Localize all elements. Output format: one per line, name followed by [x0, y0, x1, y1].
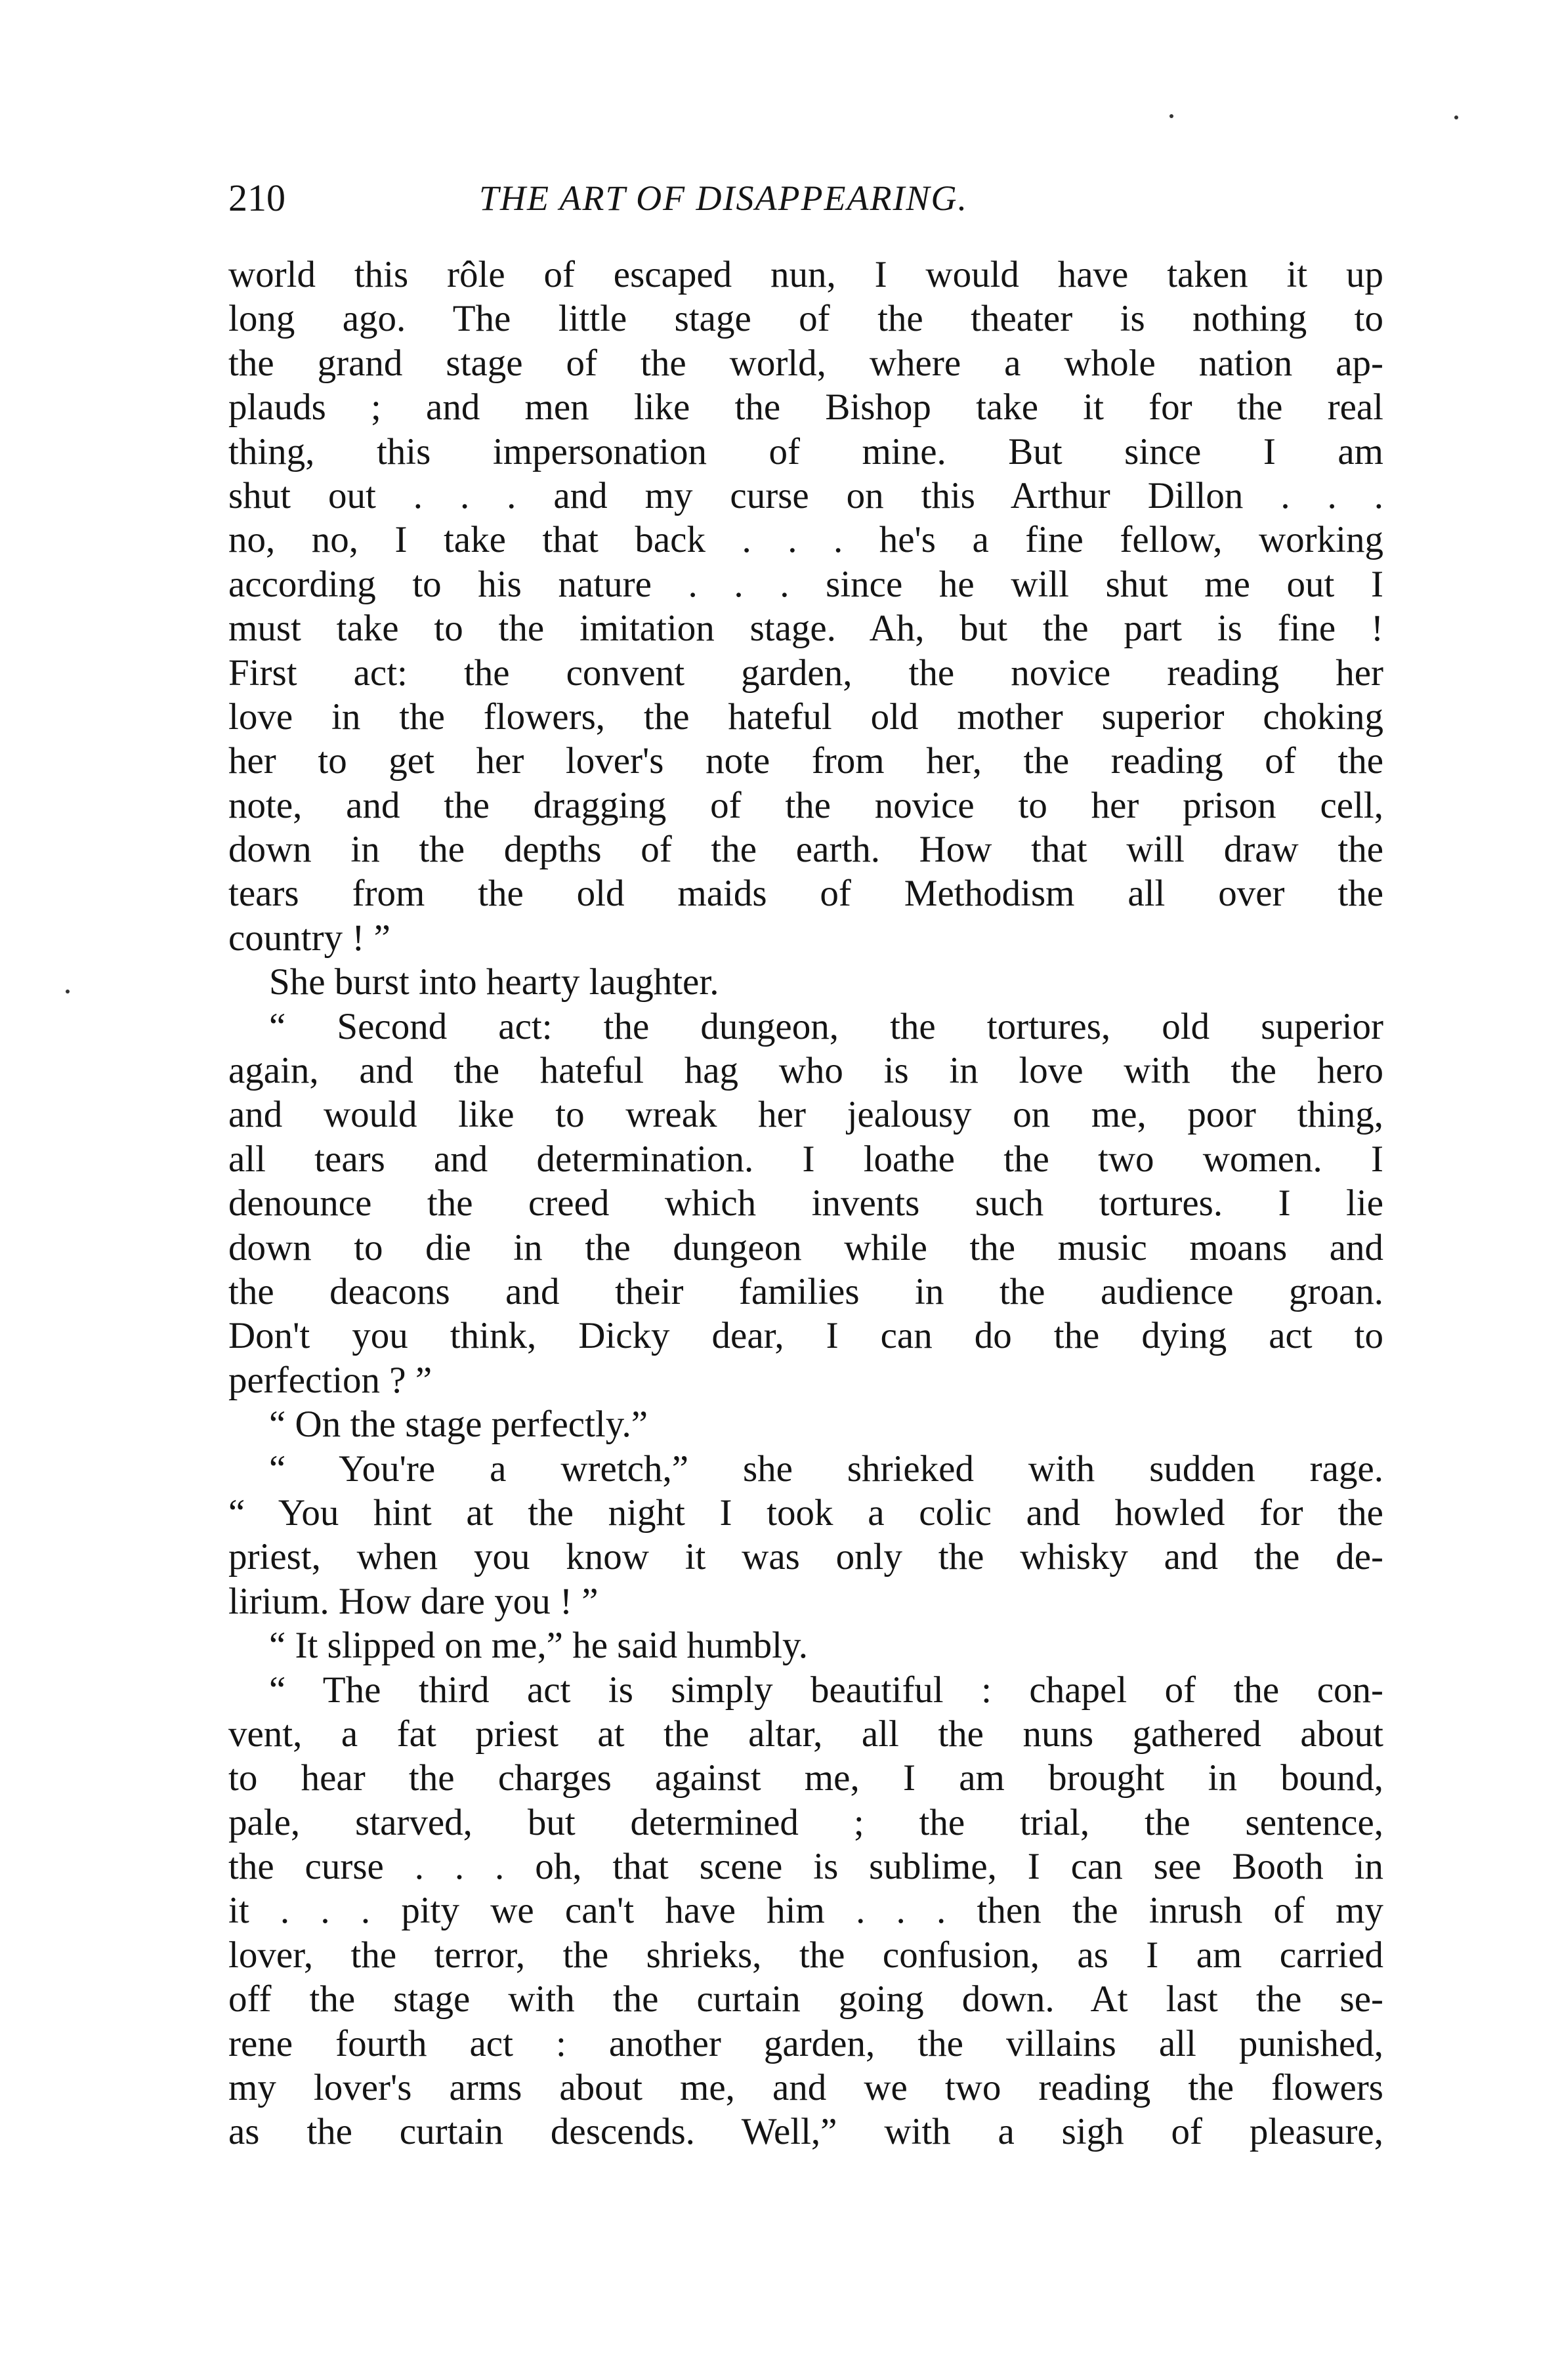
- text-line: all tears and determination. I loathe the two women. I: [228, 1138, 1383, 1180]
- text-line: rene fourth act : another garden, the villains all punished,: [228, 2022, 1383, 2064]
- scan-speck: [1454, 115, 1458, 119]
- text-line: country ! ”: [228, 917, 390, 959]
- text-line: pale, starved, but determined ; the trial, the sentence,: [228, 1801, 1383, 1843]
- text-line: denounce the creed which invents such tortures. I lie: [228, 1182, 1383, 1224]
- text-line: “ The third act is simply beautiful : chapel of the con-: [269, 1669, 1383, 1711]
- page-header: [228, 172, 1383, 224]
- text-line: down to die in the dungeon while the music moans and: [228, 1226, 1383, 1268]
- text-line: her to get her lover's note from her, the reading of the: [228, 740, 1383, 782]
- text-line: “ Second act: the dungeon, the tortures, old superior: [269, 1005, 1383, 1047]
- text-line: lirium. How dare you ! ”: [228, 1580, 599, 1622]
- text-line: again, and the hateful hag who is in love with the hero: [228, 1050, 1383, 1092]
- text-line: priest, when you know it was only the whisky and the de-: [228, 1536, 1383, 1578]
- text-line: vent, a fat priest at the altar, all the nuns gathered about: [228, 1713, 1383, 1755]
- text-line: off the stage with the curtain going down. At last the se-: [228, 1978, 1383, 2020]
- text-line: note, and the dragging of the novice to her prison cell,: [228, 784, 1383, 826]
- text-line: “ You hint at the night I took a colic and howled for the: [228, 1492, 1383, 1534]
- text-line: shut out . . . and my curse on this Arthur Dillon . . .: [228, 474, 1383, 516]
- running-title: THE ART OF DISAPPEARING.: [479, 178, 968, 218]
- text-line: plauds ; and men like the Bishop take it for the real: [228, 386, 1383, 428]
- text-line: my lover's arms about me, and we two reading the flowers: [228, 2067, 1383, 2109]
- text-line: the deacons and their families in the audience groan.: [228, 1270, 1383, 1312]
- text-line: it . . . pity we can't have him . . . then the inrush of my: [228, 1890, 1383, 1932]
- scan-speck: [1169, 114, 1173, 118]
- text-line: First act: the convent garden, the novice reading her: [228, 652, 1383, 694]
- text-line: “ You're a wretch,” she shrieked with sudden rage.: [269, 1448, 1383, 1490]
- text-line: Don't you think, Dicky dear, I can do the dying act to: [228, 1315, 1383, 1357]
- text-line: and would like to wreak her jealousy on me, poor thing,: [228, 1094, 1383, 1136]
- text-line: the grand stage of the world, where a whole nation ap-: [228, 342, 1383, 384]
- text-line: She burst into hearty laughter.: [269, 961, 719, 1003]
- text-line: according to his nature . . . since he will shut me out I: [228, 563, 1383, 605]
- text-line: “ On the stage perfectly.”: [269, 1404, 648, 1446]
- text-line: long ago. The little stage of the theater is nothing to: [228, 298, 1383, 340]
- text-line: world this rôle of escaped nun, I would have taken it up: [228, 254, 1383, 295]
- text-line: must take to the imitation stage. Ah, but the part is fine !: [228, 608, 1383, 650]
- text-line: down in the depths of the earth. How that will draw the: [228, 829, 1383, 871]
- text-line: no, no, I take that back . . . he's a fine fellow, working: [228, 519, 1383, 561]
- text-line: perfection ? ”: [228, 1359, 432, 1401]
- page-number: 210: [228, 177, 285, 219]
- body-text: [228, 253, 1383, 2154]
- text-line: to hear the charges against me, I am brought in bound,: [228, 1757, 1383, 1799]
- text-line: love in the flowers, the hateful old mother superior choking: [228, 696, 1383, 738]
- text-line: the curse . . . oh, that scene is sublime, I can see Booth in: [228, 1846, 1383, 1888]
- text-line: as the curtain descends. Well,” with a sigh of pleasure,: [228, 2111, 1383, 2153]
- scan-speck: [66, 990, 70, 993]
- text-line: tears from the old maids of Methodism all over the: [228, 873, 1383, 915]
- text-line: “ It slipped on me,” he said humbly.: [269, 1625, 809, 1667]
- text-line: thing, this impersonation of mine. But since I am: [228, 430, 1383, 472]
- text-line: lover, the terror, the shrieks, the confusion, as I am carried: [228, 1934, 1383, 1976]
